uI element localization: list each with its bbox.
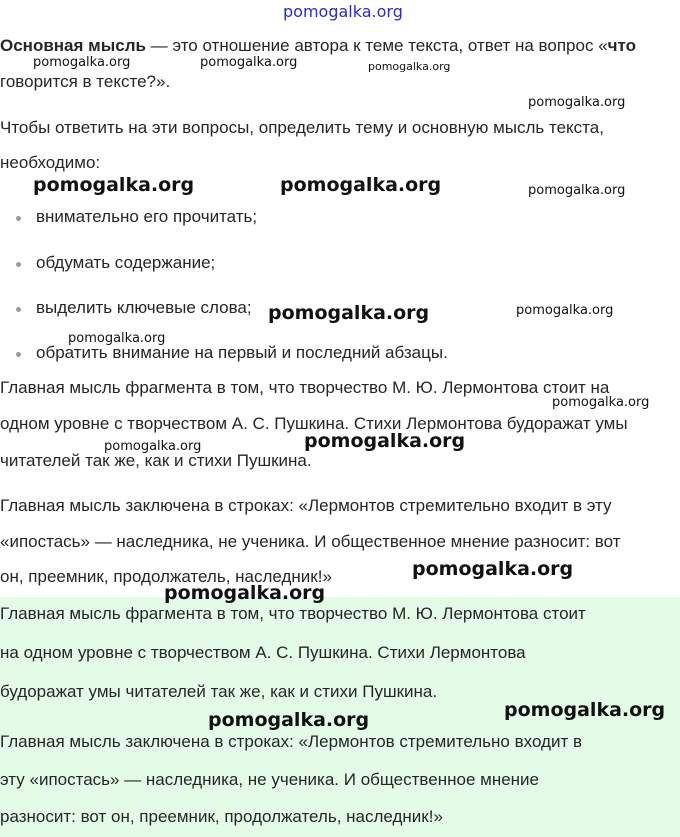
top-watermark: pomogalka.org bbox=[283, 2, 403, 21]
bullet-icon bbox=[16, 307, 21, 312]
watermark: pomogalka.org bbox=[104, 439, 202, 454]
watermark: pomogalka.org bbox=[304, 430, 466, 452]
instruction-line-2: необходимо: bbox=[0, 153, 101, 172]
term: Основная мысль bbox=[0, 36, 146, 55]
paragraph-line: «ипостась» — наследника, не ученика. И общественное мнение разносит: вот bbox=[0, 532, 621, 551]
answer-line: будоражат умы читателей так же, как и стихи Пушкина. bbox=[0, 682, 438, 701]
watermark: pomogalka.org bbox=[268, 302, 430, 324]
bullet-icon bbox=[16, 216, 21, 221]
definition-line: Основная мысль — это отношение автора к теме текста, ответ на вопрос «что bbox=[0, 36, 637, 55]
paragraph-line: одном уровне с творчеством А. С. Пушкина. Стихи Лермонтова будоражат умы bbox=[0, 414, 628, 433]
bullet-icon bbox=[16, 262, 21, 267]
paragraph-line: Главная мысль фрагмента в том, что творчество М. Ю. Лермонтова стоит на bbox=[0, 378, 610, 397]
watermark: pomogalka.org bbox=[528, 95, 626, 110]
paragraph-line: Главная мысль заключена в строках: «Лермонтов стремительно входит в эту bbox=[0, 496, 612, 515]
watermark: pomogalka.org bbox=[200, 55, 298, 70]
answer-line: на одном уровне с творчеством А. С. Пушкина. Стихи Лермонтова bbox=[0, 643, 526, 662]
watermark: pomogalka.org bbox=[528, 183, 626, 198]
definition-line-2: говорится в тексте?». bbox=[0, 72, 171, 91]
answer-line: Главная мысль фрагмента в том, что творчество М. Ю. Лермонтова стоит bbox=[0, 604, 586, 623]
watermark: pomogalka.org bbox=[504, 699, 666, 721]
answer-line: разносит: вот он, преемник, продолжатель, наследник!» bbox=[0, 807, 443, 826]
watermark: pomogalka.org bbox=[164, 582, 326, 604]
watermark: pomogalka.org bbox=[33, 55, 131, 70]
answer-line: эту «ипостась» — наследника, не ученика. И общественное мнение bbox=[0, 770, 539, 789]
watermark: pomogalka.org bbox=[516, 303, 614, 318]
watermark: pomogalka.org bbox=[208, 709, 370, 731]
instruction-line: Чтобы ответить на эти вопросы, определить тему и основную мысль текста, bbox=[0, 118, 604, 137]
answer-line: Главная мысль заключена в строках: «Лермонтов стремительно входит в bbox=[0, 732, 582, 751]
watermark: pomogalka.org bbox=[368, 60, 451, 73]
watermark: pomogalka.org bbox=[280, 174, 442, 196]
paragraph-line: читателей так же, как и стихи Пушкина. bbox=[0, 451, 312, 470]
bullet-icon bbox=[16, 352, 21, 357]
paragraph-line: он, преемник, продолжатель, наследник!» bbox=[0, 567, 332, 586]
watermark: pomogalka.org bbox=[33, 174, 195, 196]
watermark: pomogalka.org bbox=[68, 331, 166, 346]
watermark: pomogalka.org bbox=[552, 395, 650, 410]
watermark: pomogalka.org bbox=[412, 558, 574, 580]
